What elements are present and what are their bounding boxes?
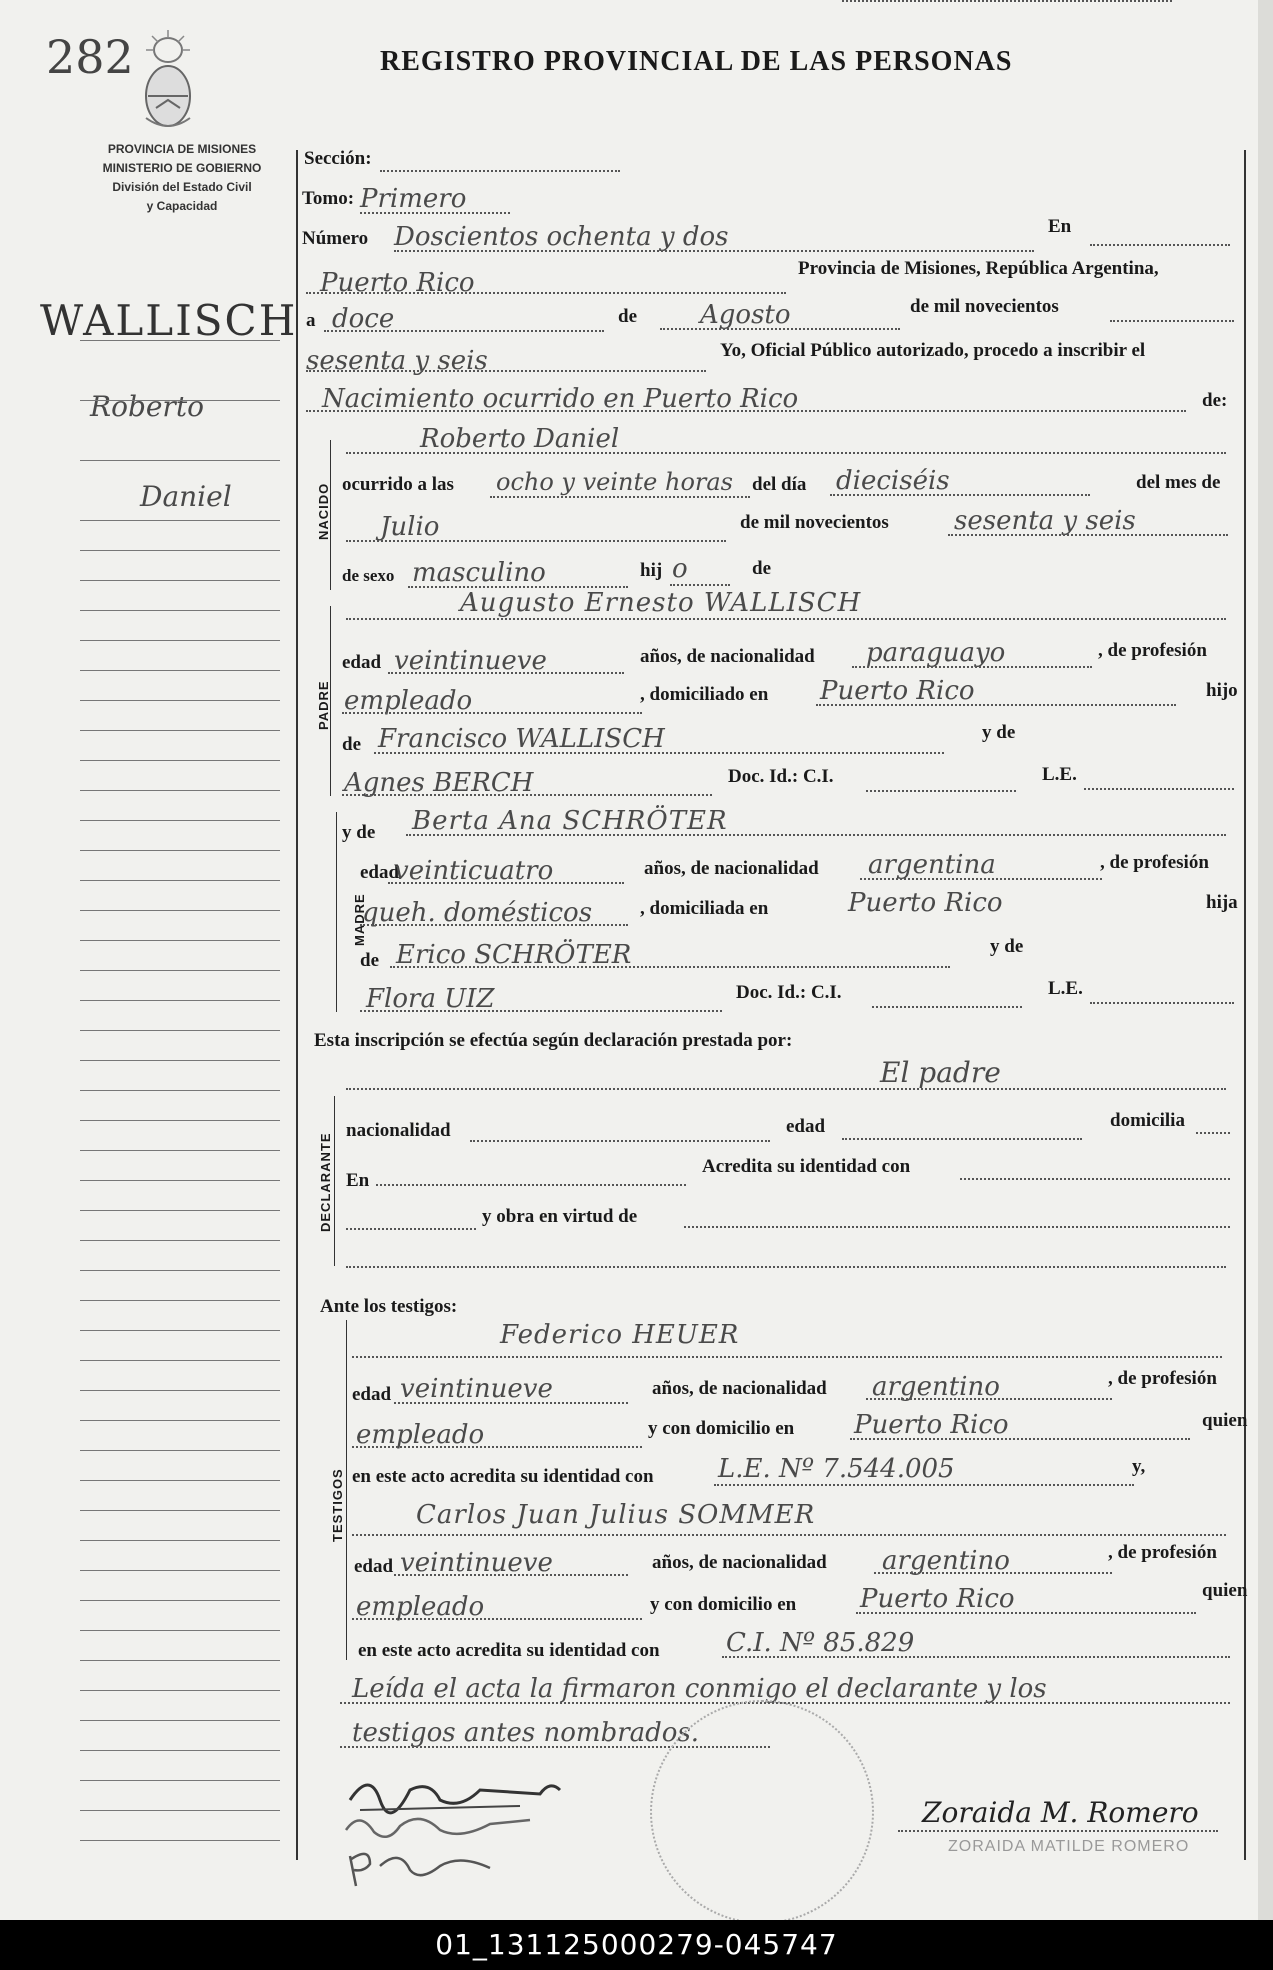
acredita-label: Acredita su identidad con [702,1156,911,1177]
section-label-padre: PADRE [316,680,331,730]
ocurrido-label: ocurrido a las [342,474,454,495]
madre-edad-label: edad [360,862,400,883]
de-label-3: de [342,734,361,755]
domicilia-label: domicilia [1110,1110,1185,1131]
t2-dom-label: y con domicilio en [650,1594,797,1615]
abuelo-materno: Erico SCHRÖTER [396,940,632,970]
margin-first-name: Roberto [90,390,204,423]
lugar-value: Puerto Rico [320,268,475,298]
madre-nac-label: años, de nacionalidad [644,858,819,879]
padre-edad-label: edad [342,652,382,673]
y-comma-label: y, [1132,1456,1146,1477]
padre-prof-label: , de profesión [1098,640,1207,661]
t1-prof-label: , de profesión [1108,1368,1217,1389]
de-colon-label: de: [1202,390,1228,411]
padre-prof: empleado [344,686,473,716]
padre-nac-label: años, de nacionalidad [640,646,815,667]
testigo2-nombre: Carlos Juan Julius SOMMER [416,1500,816,1530]
yo-oficial-label: Yo, Oficial Público autorizado, procedo a inscribir el [720,340,1146,361]
edad-declarante-label: edad [786,1116,826,1137]
y-de-label-1: y de [982,722,1016,743]
declarante-value: El padre [880,1056,1001,1089]
closing-line-2: testigos antes nombrados. [352,1718,700,1748]
institution-block: PROVINCIA DE MISIONES MINISTERIO DE GOBIERNO División del Estado Civil y Capacidad [102,142,262,213]
t2-edad: veintinueve [400,1548,553,1578]
t2-dom: Puerto Rico [860,1584,1015,1614]
t2-acredita-label: en este acto acredita su identidad con [358,1640,660,1661]
abuelo-paterno: Francisco WALLISCH [378,724,665,754]
page-title: REGISTRO PROVINCIAL DE LAS PERSONAS [380,46,1013,77]
footer-id: 01_131125000279-045747 [0,1920,1273,1970]
madre-dom-label: , domiciliada en [640,898,769,919]
padre-dom: Puerto Rico [820,676,975,706]
main-border-right [1244,150,1246,1860]
t1-acredita-label: en este acto acredita su identidad con [352,1466,654,1487]
coat-of-arms-icon [140,28,196,139]
hecho-value: Nacimiento ocurrido en Puerto Rico [322,384,799,414]
page-edge-shadow [1258,0,1273,1920]
t1-doc: L.E. Nº 7.544.005 [718,1454,955,1484]
hij-suffix: o [672,554,688,584]
nacionalidad-label: nacionalidad [346,1120,451,1141]
madre-edad: veinticuatro [394,856,554,886]
le-label-2: L.E. [1048,978,1083,999]
padre-nombre: Augusto Ernesto WALLISCH [460,588,862,618]
t1-dom: Puerto Rico [854,1410,1009,1440]
t2-prof: empleado [356,1592,485,1622]
de-label-1: de [618,306,637,327]
padre-edad: veintinueve [394,646,547,676]
margin-middle-name: Daniel [140,480,232,513]
quien-label-1: quien [1202,1410,1248,1431]
le-label-1: L.E. [1042,764,1077,785]
dia-value: doce [332,304,395,334]
de-mil-novecientos-label-1: de mil novecientos [910,296,1059,317]
hij-label: hij [640,560,663,581]
sexo-value: masculino [412,558,546,588]
t1-nac-label: años, de nacionalidad [652,1378,827,1399]
obra-virtud-label: y obra en virtud de [482,1206,638,1227]
de-label-4: de [360,950,379,971]
hijo-label: hijo [1206,680,1238,701]
t2-nac: argentino [882,1546,1010,1576]
t1-dom-label: y con domicilio en [648,1418,795,1439]
de-mil-novecientos-label-2: de mil novecientos [740,512,889,533]
dia-nac-value: dieciséis [836,466,950,496]
official-seal-stamp [650,1700,874,1924]
mes-value: Agosto [700,300,791,330]
madre-nac: argentina [868,850,996,880]
t2-doc: C.I. Nº 85.829 [726,1628,915,1658]
mes-nac-value: Julio [380,512,440,542]
madre-prof: queh. domésticos [362,898,593,928]
y-de-label-3: y de [990,936,1024,957]
madre-prof-label: , de profesión [1100,852,1209,873]
anio-value: sesenta y seis [306,346,488,376]
madre-nombre: Berta Ana SCHRÖTER [412,806,728,836]
anio-nac-value: sesenta y seis [954,506,1136,536]
section-label-nacido: NACIDO [316,482,331,540]
numero-label: Número [302,228,369,249]
tomo-value: Primero [360,184,467,214]
y-de-label-2: y de [342,822,376,843]
ante-testigos-label: Ante los testigos: [320,1296,458,1317]
t2-edad-label: edad [354,1556,394,1577]
t1-edad-label: edad [352,1384,392,1405]
seccion-label: Sección: [304,148,372,169]
a-label: a [306,310,316,331]
closing-line-1: Leída el acta la firmaron conmigo el declarante y los [352,1674,1047,1704]
hija-label: hija [1206,892,1238,913]
del-mes-label: del mes de [1136,472,1221,493]
official-print-name: ZORAIDA MATILDE ROMERO [948,1838,1190,1855]
en-declarante-label: En [346,1170,370,1191]
doc-id-label-2: Doc. Id.: C.I. [736,982,842,1003]
t2-prof-label: , de profesión [1108,1542,1217,1563]
testigo1-nombre: Federico HEUER [500,1320,740,1350]
de-sexo-label: de sexo [342,566,395,585]
abuela-materna: Flora UIZ [366,984,495,1014]
inscripcion-label: Esta inscripción se efectúa según declaración prestada por: [314,1030,793,1051]
nombre-value: Roberto Daniel [420,424,620,454]
t1-edad: veintinueve [400,1374,553,1404]
de-label-2: de [752,558,771,579]
madre-dom: Puerto Rico [848,888,1003,918]
en-label: En [1048,216,1072,237]
section-label-madre: MADRE [352,893,367,946]
numero-value: Doscientos ochenta y dos [394,222,729,252]
hora-value: ocho y veinte horas [496,468,733,496]
abuela-paterna: Agnes BERCH [344,768,534,798]
padre-nac: paraguayo [866,638,1006,668]
padre-dom-label: , domiciliado en [640,684,769,705]
t2-nac-label: años, de nacionalidad [652,1552,827,1573]
provincia-label: Provincia de Misiones, República Argentina, [798,258,1159,279]
doc-id-label-1: Doc. Id.: C.I. [728,766,834,787]
section-label-testigos: TESTIGOS [330,1468,345,1542]
t1-prof: empleado [356,1420,485,1450]
quien-label-2: quien [1202,1580,1248,1601]
signature-official: Zoraida M. Romero [922,1796,1199,1829]
tomo-label: Tomo: [302,188,355,209]
page-number: 282 [46,30,134,84]
section-label-declarante: DECLARANTE [318,1132,333,1232]
del-dia-label: del día [752,474,807,495]
margin-surname: WALLISCH [40,296,298,345]
main-border-left [296,150,298,1860]
signature-witness-2 [340,1836,510,1901]
t1-nac: argentino [872,1372,1000,1402]
